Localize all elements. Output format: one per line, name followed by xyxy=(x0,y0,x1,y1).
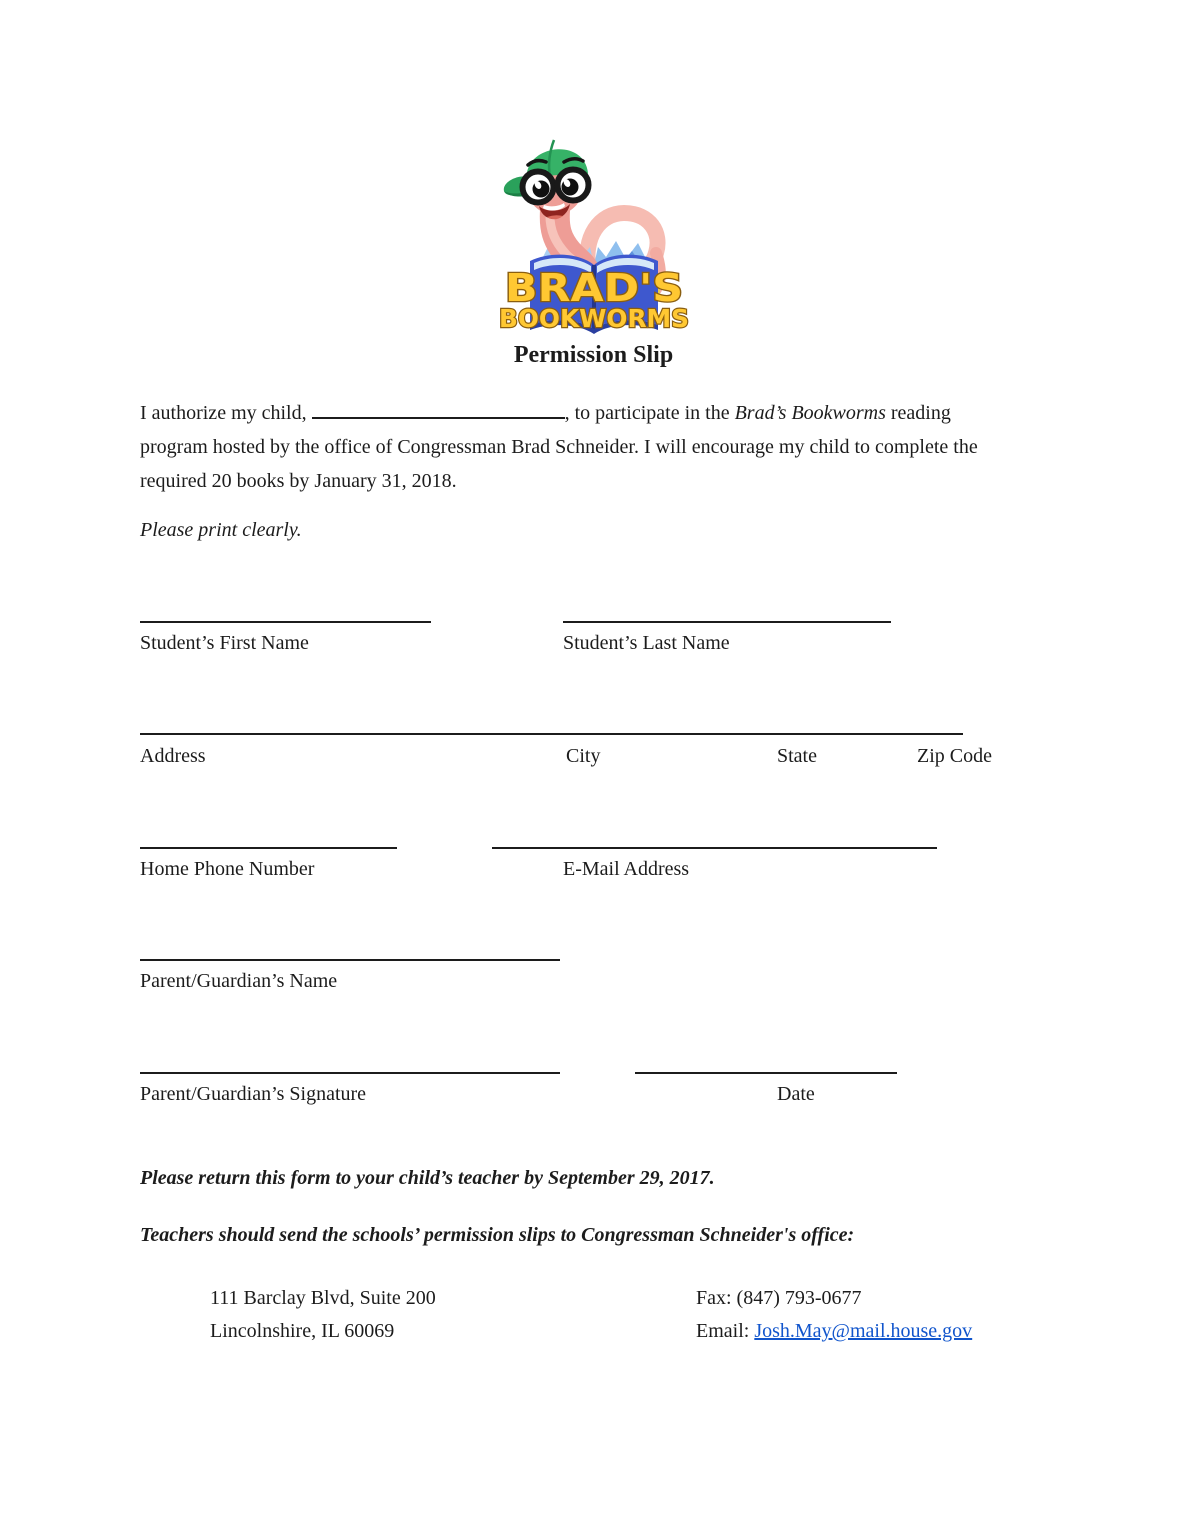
authorization-paragraph xyxy=(140,396,1012,498)
intro-text-before-blank: I authorize my child, xyxy=(140,402,312,424)
office-address xyxy=(210,1282,436,1348)
email-link[interactable]: Josh.May@mail.house.gov xyxy=(754,1320,973,1342)
logo-brand-text: BRAD'S xyxy=(505,266,683,310)
office-contact xyxy=(696,1282,972,1348)
parent-name-write-line xyxy=(140,959,560,961)
teachers-instruction-note: Teachers should send the schools’ permission slips to Congressman Schneider's office: xyxy=(140,1224,855,1246)
child-name-blank-line xyxy=(312,403,565,419)
program-name: Brad’s Bookworms xyxy=(734,402,886,424)
signature-write-line xyxy=(140,1072,560,1074)
address-label: Address xyxy=(140,745,206,767)
email-line xyxy=(696,1315,972,1348)
state-label: State xyxy=(777,745,817,767)
office-address-line1: 111 Barclay Blvd, Suite 200 xyxy=(210,1287,436,1309)
address-write-line xyxy=(140,733,963,735)
fax-line: Fax: (847) 793-0677 xyxy=(696,1287,862,1309)
signature-label: Parent/Guardian’s Signature xyxy=(140,1083,367,1105)
last-name-label: Student’s Last Name xyxy=(563,632,730,654)
email-write-line xyxy=(492,847,937,849)
first-name-label: Student’s First Name xyxy=(140,632,309,654)
phone-label: Home Phone Number xyxy=(140,858,315,880)
brads-bookworms-logo xyxy=(494,131,694,337)
print-clearly-note: Please print clearly. xyxy=(140,519,302,541)
intro-text-tail: reading program hosted by the office of Congressman Brad Schneider. I will encourage my child to complete the required 20 books by January 31, 2018. xyxy=(140,402,978,492)
phone-write-line xyxy=(140,847,397,849)
date-write-line xyxy=(635,1072,897,1074)
last-name-write-line xyxy=(563,621,891,623)
logo-wordmark xyxy=(499,266,689,333)
first-name-write-line xyxy=(140,621,431,623)
logo-sub-text: BOOKWORMS xyxy=(499,304,689,333)
city-label: City xyxy=(566,745,601,767)
page-title: Permission Slip xyxy=(513,342,674,368)
return-deadline-note: Please return this form to your child’s teacher by September 29, 2017. xyxy=(140,1167,715,1189)
office-address-line2: Lincolnshire, IL 60069 xyxy=(210,1320,395,1342)
email-line-label: Email: xyxy=(696,1320,755,1342)
email-label: E-Mail Address xyxy=(563,858,690,880)
parent-name-label: Parent/Guardian’s Name xyxy=(140,970,338,992)
zip-label: Zip Code xyxy=(917,745,992,767)
intro-text-after-blank: , to participate in the xyxy=(564,402,735,424)
date-label: Date xyxy=(777,1083,815,1105)
